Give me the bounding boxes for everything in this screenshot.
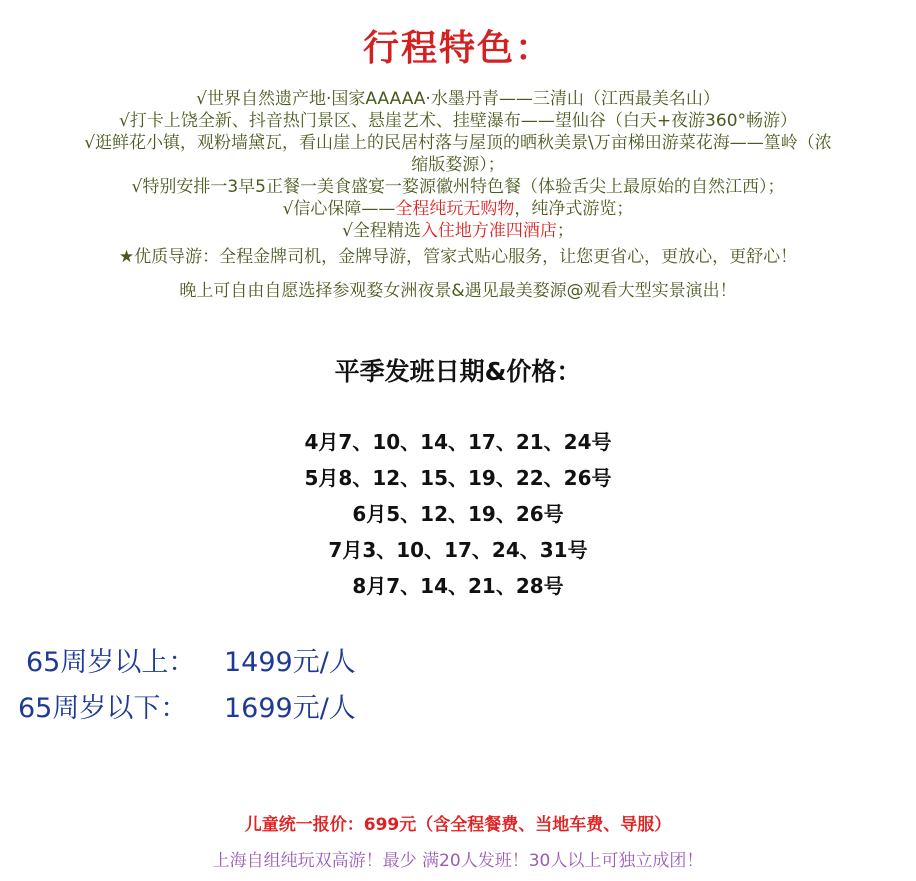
child-price: 儿童统一报价：699元（含全程餐费、当地车费、导服） — [244, 815, 672, 835]
feature-guarantee — [12, 198, 904, 220]
price-row-over65 — [18, 640, 356, 686]
feature-guarantee-highlight: 全程纯玩无购物 — [395, 199, 515, 219]
date-may: 5月8、12、15、19、22、26号 — [304, 466, 612, 490]
date-april: 4月7、10、14、17、21、24号 — [304, 430, 612, 454]
group-note: 上海自组纯玩双高游！最少 满20人发班！30人以上可独立成团！ — [212, 851, 704, 871]
age-under65-label: 65周岁以下： — [18, 693, 188, 724]
feature-hotel — [12, 220, 904, 242]
feature-sanqingshan: √世界自然遗产地·国家AAAAA·水墨丹青——三清山（江西最美名山） — [196, 89, 720, 109]
evening-option: 晚上可自由自愿选择参观婺女洲夜景&遇见最美婺源@观看大型实景演出！ — [179, 281, 737, 301]
feature-huangling-cont: 缩版婺源）； — [411, 155, 505, 175]
feature-guarantee-suffix: ，纯净式游览； — [514, 199, 634, 219]
features-list — [12, 88, 904, 242]
page-title: 行程特色： — [362, 28, 553, 69]
feature-hotel-highlight: 入住地方准四酒店 — [420, 221, 557, 241]
feature-guarantee-prefix: √信心保障—— — [282, 199, 396, 219]
schedule-title: 平季发班日期&价格： — [334, 357, 582, 386]
feature-hotel-prefix: √全程精选 — [342, 221, 421, 241]
feature-meals: √特别安排一3早5正餐一美食盛宴一婺源徽州特色餐（体验舌尖上最原始的自然江西）； — [131, 177, 785, 197]
feature-hotel-suffix: ； — [556, 221, 574, 241]
date-july: 7月3、10、17、24、31号 — [328, 538, 588, 562]
age-over65-label: 65周岁以上： — [26, 647, 196, 678]
price-over65: 1499元/人 — [224, 647, 356, 678]
price-list — [18, 640, 356, 732]
date-june: 6月5、12、19、26号 — [352, 502, 564, 526]
feature-huangling: √逛鲜花小镇，观粉墙黛瓦，看山崖上的民居村落与屋顶的晒秋美景\万亩梯田游菜花海——篁岭（浓 — [84, 133, 832, 153]
price-row-under65 — [18, 686, 356, 732]
feature-wangxiangu: √打卡上饶全新、抖音热门景区、悬崖艺术、挂壁瀑布——望仙谷（白天+夜游360°畅游） — [118, 111, 798, 131]
guide-service: ★优质导游：全程金牌司机，金牌导游，管家式贴心服务，让您更省心，更放心，更舒心！ — [118, 247, 798, 267]
departure-dates — [0, 424, 916, 604]
date-august: 8月7、14、21、28号 — [352, 574, 564, 598]
price-under65: 1699元/人 — [224, 693, 356, 724]
